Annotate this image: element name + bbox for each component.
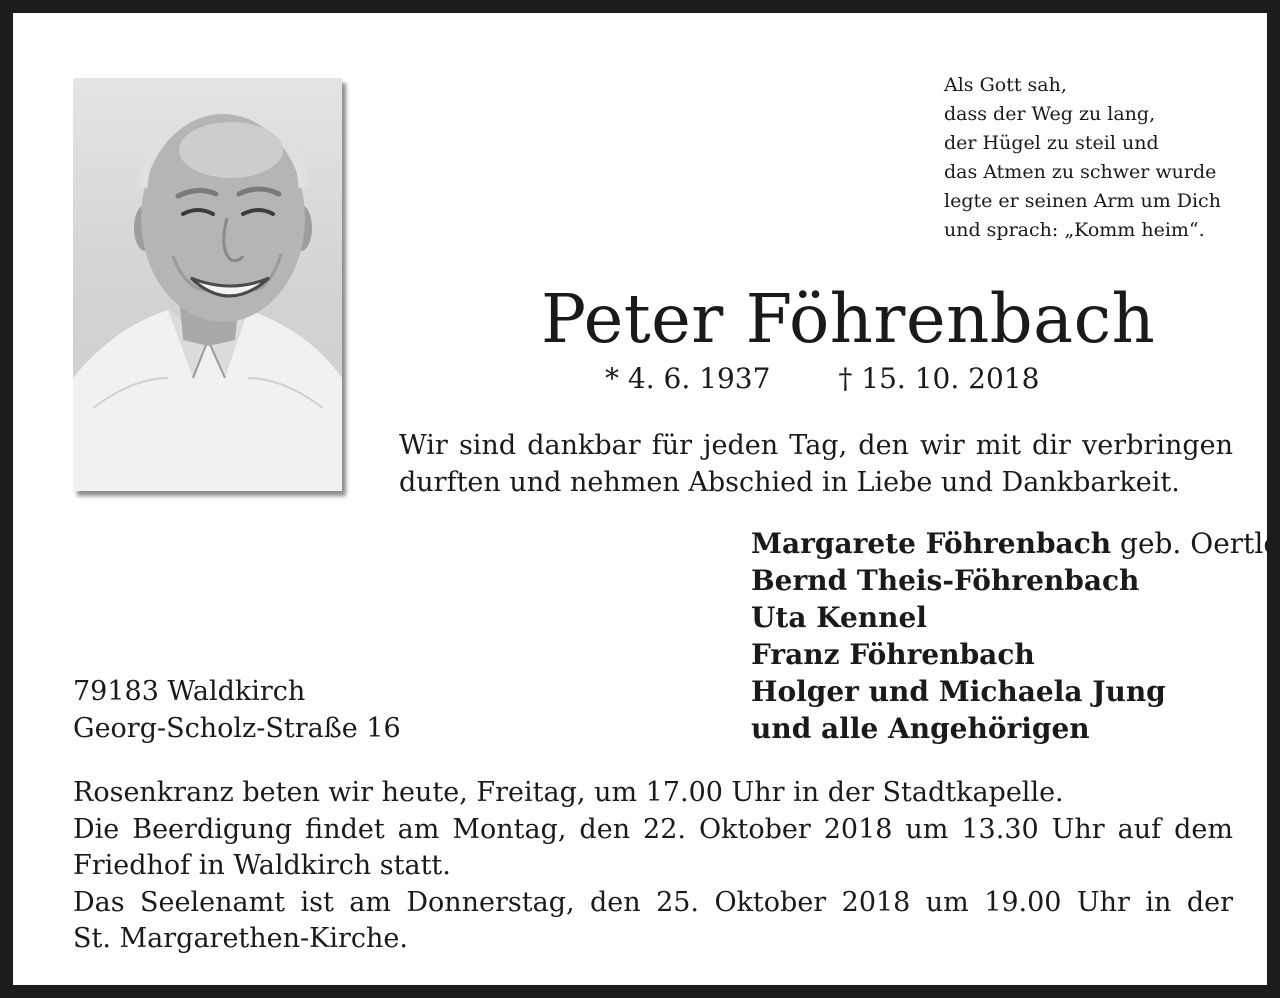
service-details (73, 775, 1233, 958)
mourner-name: Bernd Theis-Föhrenbach (751, 564, 1140, 597)
mourner-entry (751, 710, 1280, 747)
farewell-message (399, 427, 1233, 501)
poem-line: und sprach: „Komm heim“. (944, 219, 1205, 241)
poem (944, 71, 1221, 245)
poem-line: das Atmen zu schwer wurde (944, 161, 1217, 183)
mourner-name: Uta Kennel (751, 601, 927, 634)
service-line: Das Seelenamt ist am Donnerstag, den 25. Oktober 2018 um 19.00 Uhr in der (73, 886, 1233, 918)
address (73, 673, 401, 747)
poem-line: Als Gott sah, (944, 74, 1067, 96)
birth-date: * 4. 6. 1937 (605, 362, 771, 395)
poem-line: legte er seinen Arm um Dich (944, 190, 1221, 212)
mourner-entry (751, 562, 1280, 599)
mourners-list (751, 525, 1280, 747)
mourner-name: Franz Föhrenbach (751, 638, 1035, 671)
service-line: St. Margarethen-Kirche. (73, 923, 408, 954)
service-line: Rosenkranz beten wir heute, Freitag, um 17.00 Uhr in der Stadtkapelle. (73, 777, 1064, 808)
mourner-entry (751, 673, 1280, 710)
mourner-entry (751, 525, 1280, 562)
mourner-name: Margarete Föhrenbach (751, 527, 1112, 560)
death-date: † 15. 10. 2018 (838, 362, 1040, 395)
address-city: 79183 Waldkirch (73, 676, 306, 707)
mourner-name: und alle Angehörigen (751, 712, 1090, 745)
service-line: Friedhof in Waldkirch statt. (73, 850, 451, 881)
mourner-name: Holger und Michaela Jung (751, 675, 1166, 708)
mourner-suffix: geb. Oertle (1120, 527, 1280, 560)
poem-line: dass der Weg zu lang, (944, 103, 1156, 125)
message-line: Wir sind dankbar für jeden Tag, den wir mit dir verbringen (399, 430, 1233, 461)
address-street: Georg-Scholz-Straße 16 (73, 713, 401, 744)
service-line: Die Beerdigung findet am Montag, den 22. Oktober 2018 um 13.30 Uhr auf dem (73, 813, 1233, 845)
portrait-illustration (73, 78, 342, 491)
deceased-name: Peter Föhrenbach (541, 280, 1156, 358)
mourner-entry (751, 636, 1280, 673)
portrait-photo (73, 78, 342, 491)
mourner-entry (751, 599, 1280, 636)
life-dates (605, 361, 1039, 397)
poem-line: der Hügel zu steil und (944, 132, 1159, 154)
message-line: durften und nehmen Abschied in Liebe und Dankbarkeit. (399, 467, 1180, 498)
